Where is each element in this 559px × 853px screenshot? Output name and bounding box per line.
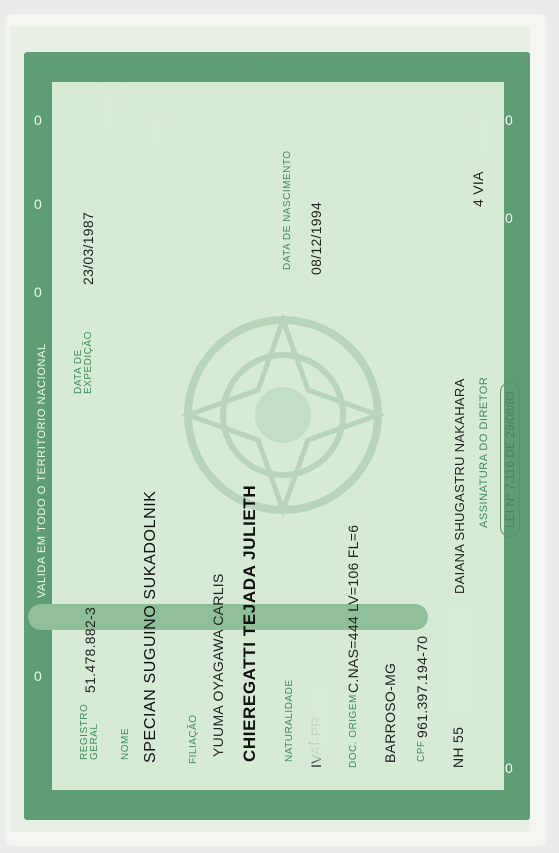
redaction-smudge [100,92,122,138]
border-mark: 0 [34,284,42,300]
redaction-smudge [308,680,334,760]
border-mark: 0 [505,210,513,226]
nome-value: SPECIAN SUGUINO SUKADOLNIK [142,490,159,763]
border-mark: 0 [505,112,513,128]
coat-of-arms-watermark [168,300,398,530]
filiacao-father: YUUMA OYAGAWA CARLIS [210,573,226,757]
doc-origem-city: BARROSO-MG [382,662,398,763]
nome-label: NOME [120,728,131,760]
redaction-smudge [470,110,496,160]
filiacao-mother: CHIEREGATTI TEJADA JULIETH [240,484,259,762]
cpf-value: 961.397.194-70 [414,635,430,738]
via-number: 4 VIA [470,171,486,207]
redaction-smudge [440,600,476,720]
nascimento-label: DATA DE NASCIMENTO [282,150,293,270]
expedicao-value: 23/03/1987 [80,211,96,285]
registro-value: 51.478.882-3 [82,606,98,693]
border-mark: 0 [505,760,513,776]
doc-origem-label: DOC. ORIGEM [348,694,359,768]
naturalidade-label: NATURALIDADE [284,679,295,762]
expedicao-label: DATA DE EXPEDIÇÃO [73,331,94,394]
director-label: ASSINATURA DO DIRETOR [478,376,490,528]
filiacao-label: FILIAÇÃO [188,714,199,764]
border-mark: 0 [34,112,42,128]
border-mark: 0 [34,196,42,212]
maker-mark: Abinee [250,52,275,61]
law-reference: LEI Nº 7.116 DE 29/08/83 [500,382,520,537]
nascimento-value: 08/12/1994 [308,201,324,275]
redaction-smudge [142,110,170,150]
director-name: DAIANA SHUGASTRU NAKAHARA [452,378,467,594]
registro-label: REGISTRO GERAL [79,703,100,760]
cpf-label: CPF [416,740,427,762]
border-mark: 0 [34,668,42,684]
nh-number: NH 55 [450,726,466,768]
doc-origem-value: C.NAS=444 LV=106 FL=6 [345,524,361,693]
validity-banner-text: VALIDA EM TODO O TERRITORIO NACIONAL [36,343,48,598]
